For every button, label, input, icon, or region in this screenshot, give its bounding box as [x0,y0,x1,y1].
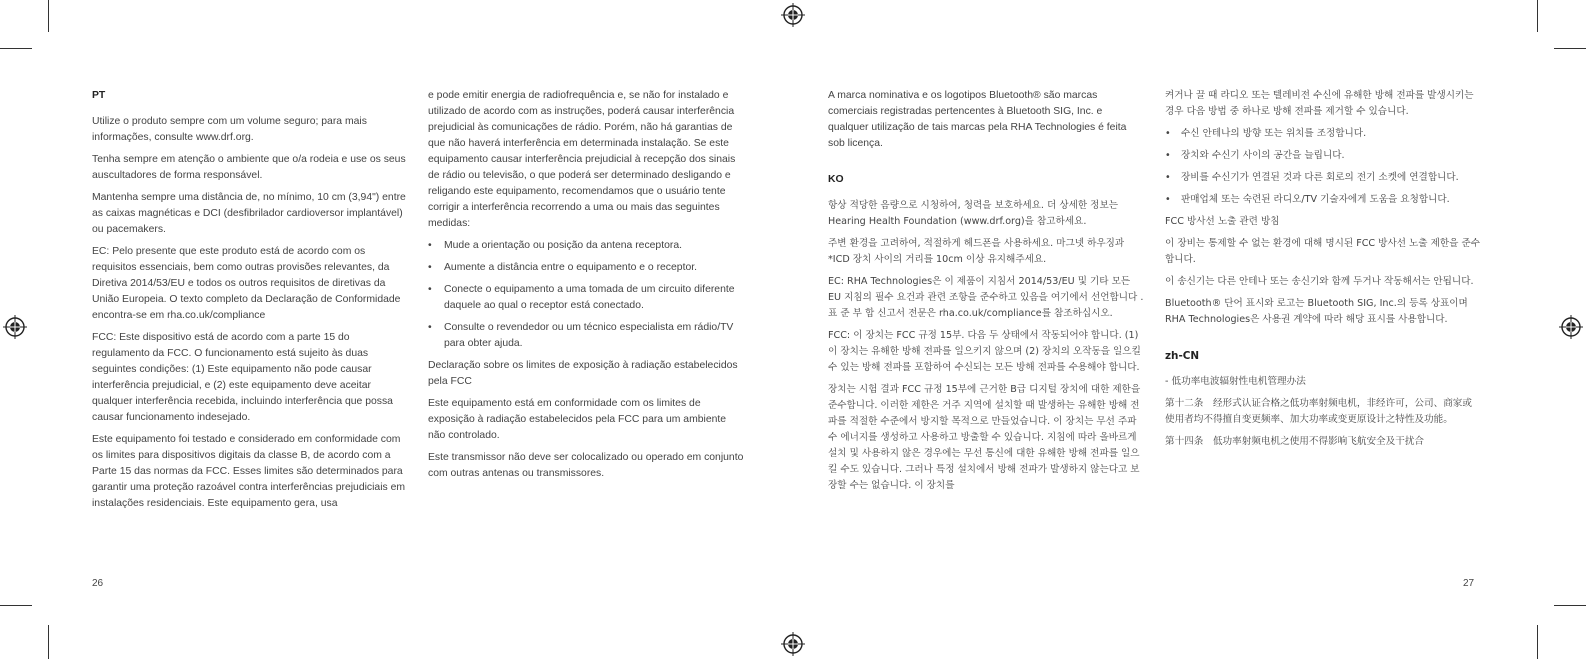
paragraph: - 低功率电波辐射性电机管理办法 [1165,376,1306,387]
paragraph: Este equipamento está em conformidade com os limites de exposição à radiação estabelecidos pela FCC para um ambiente não controlado. [428,398,727,441]
paragraph: 켜거나 끌 때 라디오 또는 텔레비전 수신에 유해한 방해 전파를 발생시키는 경우 다음 방법 중 하나로 방해 전파를 제거할 수 있습니다. [1165,90,1474,117]
paragraph: FCC 방사선 노출 관련 방침 [1165,216,1280,227]
list-item-text: Mude a orientação ou posição da antena receptora. [444,240,682,251]
crop-mark-bottom-right-v [1537,625,1538,659]
registration-mark-top-icon [781,3,805,27]
paragraph: 이 장비는 통제할 수 없는 환경에 대해 명시된 FCC 방사선 노출 제한을 준수합니다. [1165,238,1481,265]
bullet-icon: • [428,262,432,273]
paragraph: Este transmissor não deve ser colocalizado ou operado em conjunto com outras antenas ou transmissores. [428,452,744,479]
paragraph: EC: Pelo presente que este produto está de acordo com os requisitos essenciais, bem como outras provisões relevantes, da Diretiva 2014/53/EU e todos os outros requisitos de diretivas da União Europeia. O texto completo da Declaração de Conformidade encontra-se em rha.co.uk/compliance [92,246,401,321]
page-number-right: 27 [1463,578,1475,589]
bullet-icon: • [1165,172,1171,183]
crop-mark-bottom-left-v [48,625,49,659]
crop-mark-top-right-v [1537,0,1538,32]
bullet-icon: • [428,284,432,295]
page-number-left: 26 [92,578,104,589]
bullet-icon: • [1165,128,1171,139]
paragraph: e pode emitir energia de radiofrequência e, se não for instalado e utilizado de acordo com as instruções, poderá causar interferência prejudicial às comunicações de rádio. Porém, não há garantias de que não haverá interferência em determinada instalação. Se este equipamento causar interferência prejudicial à recepção dos sinais de rádio ou televisão, o que poderá ser determinado desligando e religando este equipamento, recomendamos que o usuário tente corrigir a interferência recorrendo a uma ou mais das seguintes medidas: [428,90,736,229]
paragraph: Bluetooth® 단어 표시와 로고는 Bluetooth SIG, Inc.의 등록 상표이며 RHA Technologies은 사용권 계약에 따라 해당 표시를 사용합니다. [1165,298,1468,325]
paragraph: FCC: Este dispositivo está de acordo com a parte 15 do regulamento da FCC. O funcionamento está sujeito às duas seguintes condições: (1) Este equipamento não pode causar interferência prejudicial, e (2) este equipamento deve aceitar qualquer interferência recebida, incluindo interferência que possa causar funcionamento indesejado. [92,332,393,423]
paragraph: 第十二条 经形式认证合格之低功率射频电机，非经许可，公司、商家或使用者均不得擅自变更频率、加大功率或变更原设计之特性及功能。 [1165,398,1472,425]
paragraph: 주변 환경을 고려하여, 적절하게 헤드폰을 사용하세요. 마그넷 하우징과 *ICD 장치 사이의 거리를 10cm 이상 유지해주세요. [828,238,1125,265]
section-heading-pt: PT [92,90,106,101]
registration-mark-bottom-icon [781,632,805,656]
column-pt-1 [92,88,408,518]
crop-mark-top-right-h [1554,48,1586,49]
list-item-text: Aumente a distância entre o equipamento e o receptor. [444,262,698,273]
bullet-list [1165,126,1481,208]
column-ko-1 [828,88,1144,500]
crop-mark-top-left-h [0,48,32,49]
paragraph: Utilize o produto sempre com um volume seguro; para mais informações, consulte www.drf.org. [92,116,367,143]
registration-mark-right-icon [1559,315,1583,339]
column-pt-2 [428,88,744,488]
list-item [1165,126,1481,142]
paragraph: 第十四条 低功率射频电机之使用不得影响飞航安全及干扰合 [1165,436,1425,447]
bullet-icon: • [428,322,432,333]
bullet-icon: • [428,240,432,251]
crop-mark-bottom-right-h [1554,605,1586,606]
bullet-list [428,238,744,352]
registration-mark-left-icon [3,315,27,339]
list-item [1165,192,1481,208]
bullet-icon: • [1165,194,1171,205]
list-item-text: Conecte o equipamento a uma tomada de um circuito diferente daquele ao qual o receptor está conectado. [444,284,735,311]
list-item-text: 수신 안테나의 방향 또는 위치를 조정합니다. [1181,128,1367,139]
list-item-text: 판매업체 또는 숙련된 라디오/TV 기술자에게 도움을 요청합니다. [1181,194,1450,205]
paragraph: 이 송신기는 다른 안테나 또는 송신기와 함께 두거나 작동해서는 안됩니다. [1165,276,1474,287]
section-heading-ko: KO [828,174,844,185]
paragraph: Este equipamento foi testado e considerado em conformidade com os limites para dispositivos digitais da classe B, de acordo com a Parte 15 das normas da FCC. Esses limites são determinados para garantir uma proteção razoável contra interferências prejudiciais em instalações residenciais. Este equipamento gera, usa [92,434,406,509]
list-item-text: 장치와 수신기 사이의 공간을 늘립니다. [1181,150,1345,161]
list-item [428,260,744,276]
paragraph: 항상 적당한 음량으로 시청하여, 청력을 보호하세요. 더 상세한 정보는 Hearing Health Foundation (www.drf.org)을 참고하세요. [828,200,1118,227]
bullet-icon: • [1165,150,1171,161]
paragraph: 장치는 시험 결과 FCC 규정 15부에 근거한 B급 디지털 장치에 대한 제한을 준수합니다. 이러한 제한은 거주 지역에 설치할 때 발생하는 유해한 방해 전파를 적절한 수준에서 방지할 목적으로 만들었습니다. 이 장치는 무선 주파수 에너지를 생성하고 사용하고 방출할 수 있습니다. 지침에 따라 올바르게 설치 및 사용하지 않은 경우에는 무선 통신에 대한 유해한 방해 전파를 일으킬 수도 있습니다. 그러나 특정 설치에서 방해 전파가 발생하지 않는다고 보장할 수는 없습니다. 이 장치를 [828,384,1141,491]
paragraph: EC: RHA Technologies은 이 제품이 지침서 2014/53/EU 및 기타 모든 EU 지침의 필수 요건과 관련 조항을 준수하고 있음을 여기에서 선언합니다 . 표 준 부 합 신고서 전문은 rha.co.uk/compliance를 참조하십시오. [828,276,1144,319]
section-heading-zh-cn: zh-CN [1165,350,1200,362]
column-ko-2 [1165,88,1481,456]
crop-mark-bottom-left-h [0,605,32,606]
spacer [1165,334,1481,348]
spacer [828,158,1144,172]
paragraph: FCC: 이 장치는 FCC 규정 15부. 다음 두 상태에서 작동되어야 합니다. (1) 이 장치는 유해한 방해 전파를 일으키지 않으며 (2) 장치의 오작동을 일으킬 수 있는 방해 전파를 포함하여 수신되는 모든 방해 전파를 수용해야 합니다. [828,330,1141,373]
list-item [1165,170,1481,186]
crop-mark-top-left-v [48,0,49,32]
list-item [428,320,744,352]
list-item [1165,148,1481,164]
paragraph: A marca nominativa e os logotipos Bluetooth® são marcas comerciais registradas pertencentes à Bluetooth SIG, Inc. e qualquer utilização de tais marcas pela RHA Technologies é feita sob licença. [828,90,1127,149]
list-item [428,282,744,314]
paragraph: Tenha sempre em atenção o ambiente que o/a rodeia e use os seus auscultadores de forma responsável. [92,154,406,181]
list-item-text: 장비를 수신기가 연결된 것과 다른 회로의 전기 소켓에 연결합니다. [1181,172,1459,183]
list-item-text: Consulte o revendedor ou um técnico especialista em rádio/TV para obter ajuda. [444,322,734,349]
paragraph: Mantenha sempre uma distância de, no mínimo, 10 cm (3,94") entre as caixas magnéticas e DCI (desfibrilador cardioversor implantável) ou pacemakers. [92,192,406,235]
list-item [428,238,744,254]
paragraph: Declaração sobre os limites de exposição à radiação estabelecidos pela FCC [428,360,738,387]
